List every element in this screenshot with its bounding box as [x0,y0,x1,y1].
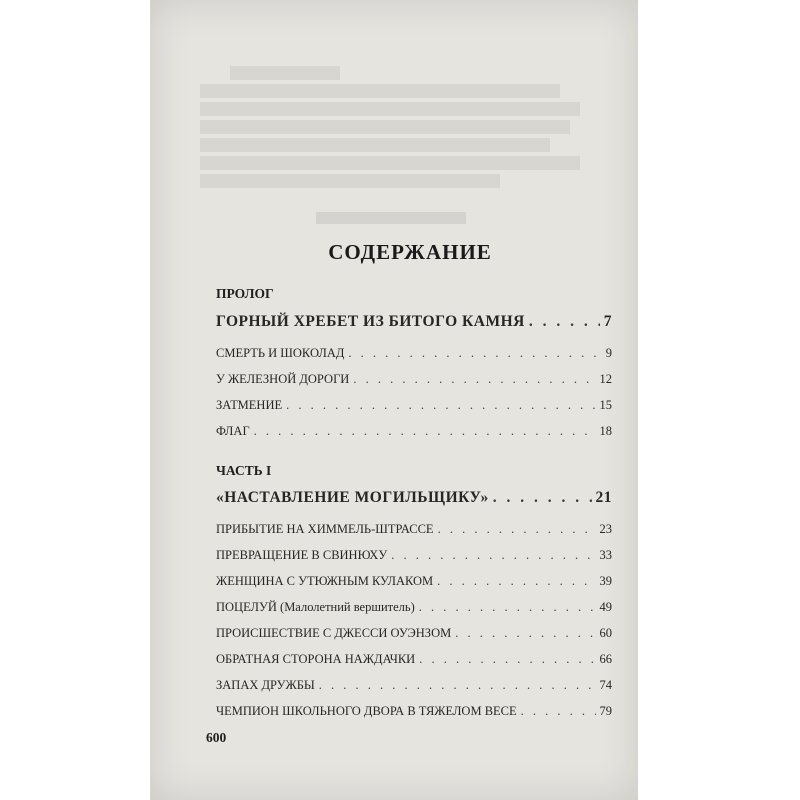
toc-entry-page: 7 [603,313,612,330]
toc-entry-page: 66 [599,652,612,666]
toc-entry[interactable] [216,704,612,719]
leader-dots [319,678,596,693]
toc-entry-page: 33 [599,548,612,562]
toc-entry-page: 74 [599,678,612,692]
toc-entry-title: ЗАПАХ ДРУЖБЫ [216,678,315,692]
page-number: 600 [206,730,227,745]
leader-dots [353,372,595,387]
toc-entry-page: 60 [599,626,612,640]
toc-entry-title: ПРЕВРАЩЕНИЕ В СВИНЮХУ [216,548,388,562]
toc-entry[interactable] [216,548,612,563]
toc-entry-title: ЖЕНЩИНА С УТЮЖНЫМ КУЛАКОМ [216,574,434,588]
toc-heading-part-1[interactable] [216,489,612,507]
leader-dots [419,600,596,615]
toc-entry-title: ОБРАТНАЯ СТОРОНА НАЖДАЧКИ [216,652,416,666]
leader-dots [521,704,596,719]
toc-entry-title: У ЖЕЛЕЗНОЙ ДОРОГИ [216,372,350,386]
toc-entry-page: 39 [599,574,612,588]
toc-entry[interactable] [216,652,612,667]
toc-entry-title: ГОРНЫЙ ХРЕБЕТ ИЗ БИТОГО КАМНЯ [216,313,525,330]
toc-entry-page: 9 [605,346,612,360]
toc-entry-title: ЧЕМПИОН ШКОЛЬНОГО ДВОРА В ТЯЖЕЛОМ ВЕСЕ [216,704,517,718]
toc-entry-page: 18 [599,424,612,438]
toc-entry[interactable] [216,626,612,641]
toc-entry-title: ПРОИСШЕСТВИЕ С ДЖЕССИ ОУЭНЗОМ [216,626,452,640]
toc-entry-page: 12 [599,372,612,386]
section-label-part-1: ЧАСТЬ I [216,463,272,478]
toc-entry-page: 23 [599,522,612,536]
toc-entry-page: 49 [599,600,612,614]
leader-dots [348,346,601,361]
toc-entry[interactable] [216,522,612,537]
toc-entry[interactable] [216,424,612,439]
leader-dots [419,652,595,667]
toc-entry-title: ПОЦЕЛУЙ (Малолетний вершитель) [216,600,415,614]
leader-dots [438,522,596,537]
toc-entry[interactable] [216,346,612,361]
leader-dots [391,548,595,563]
leader-dots [493,489,592,507]
toc-entry[interactable] [216,398,612,413]
leader-dots [254,424,596,439]
toc-entry[interactable] [216,678,612,693]
toc-entry-page: 79 [599,704,612,718]
toc-entry-page: 21 [595,489,612,506]
toc-entry[interactable] [216,600,612,615]
leader-dots [286,398,595,413]
toc-entry-title: ПРИБЫТИЕ НА ХИММЕЛЬ-ШТРАССЕ [216,522,434,536]
leader-dots [529,313,600,331]
show-through-text [200,62,620,192]
toc-heading-prologue[interactable] [216,313,612,331]
leader-dots [455,626,595,641]
toc-entry-title: ЗАТМЕНИЕ [216,398,283,412]
leader-dots [437,574,595,589]
toc-entry-page: 15 [599,398,612,412]
toc-entry[interactable] [216,372,612,387]
toc-title: СОДЕРЖАНИЕ [328,240,492,264]
toc-entry-title: СМЕРТЬ И ШОКОЛАД [216,346,345,360]
toc-entry[interactable] [216,574,612,589]
toc-entry-title: «НАСТАВЛЕНИЕ МОГИЛЬЩИКУ» [216,489,489,506]
section-label-prologue: ПРОЛОГ [216,286,274,301]
toc-entry-title: ФЛАГ [216,424,250,438]
